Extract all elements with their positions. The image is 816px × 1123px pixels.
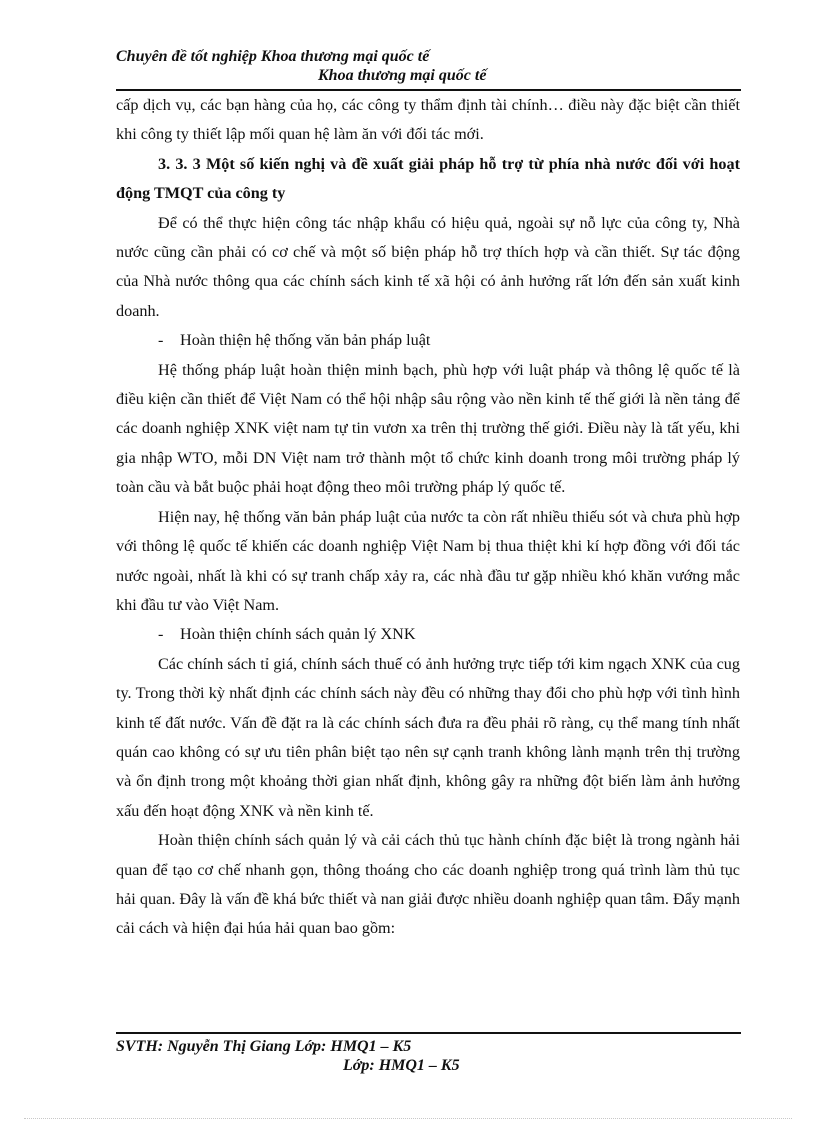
bullet-item [116,326,740,355]
footer-divider [116,1032,741,1034]
page-bottom-border [24,1118,792,1119]
bullet-dash: - [158,625,164,644]
paragraph: Để có thể thực hiện công tác nhập khẩu có hiệu quả, ngoài sự nỗ lực của công ty, Nhà nước cũng cần phải có cơ chế và một số biện pháp hỗ trợ thích hợp và cần thiết. Sự tác động của Nhà nước thông qua các chính sách kinh tế xã hội có ảnh hưởng rất lớn đến sản xuất kinh doanh. [116,213,740,320]
bullet-item [116,620,740,649]
footer-author: SVTH: Nguyễn Thị Giang Lớp: HMQ1 – K5 [116,1038,412,1055]
section-heading: 3. 3. 3 Một số kiến nghị và đề xuất giải pháp hỗ trợ từ phía nhà nước đối với hoạt động TMQT của công ty [116,154,740,203]
header-subtitle: Khoa thương mại quốc tế [318,67,487,84]
bullet-text: Hoàn thiện hệ thống văn bản pháp luật [180,331,431,350]
footer-class: Lớp: HMQ1 – K5 [343,1057,460,1074]
paragraph: Các chính sách tỉ giá, chính sách thuế có ảnh hưởng trực tiếp tới kim ngạch XNK của cug ty. Trong thời kỳ nhất định các chính sách này đều có những thay đổi cho phù hợp với tình hình kinh tế đất nước. Vấn đề đặt ra là các chính sách đưa ra đều phải rõ ràng, cụ thể mang tính nhất quán cao không có sự ưu tiên phân biệt tạo nên sự cạnh tranh không lành mạnh trên thị trường và ổn định trong một khoảng thời gian nhất định, không gây ra những đột biến làm ảnh hưởng xấu đến hoạt động XNK và nền kinh tế. [116,654,740,820]
bullet-dash: - [158,331,164,350]
paragraph-continuation: cấp dịch vụ, các bạn hàng của họ, các công ty thẩm định tài chính… điều này đặc biệt cần thiết khi công ty thiết lập mối quan hệ làm ăn với đối tác mới. [116,96,740,144]
bullet-text: Hoàn thiện chính sách quản lý XNK [180,625,416,644]
paragraph: Hệ thống pháp luật hoàn thiện minh bạch, phù hợp với luật pháp và thông lệ quốc tế là điều kiện cần thiết để Việt Nam có thể hội nhập sâu rộng vào nền kinh tế thế giới là nền tảng để các doanh nghiệp XNK việt nam tự tin vươn xa trên thị trường thế giới. Điều này là tất yếu, khi gia nhập WTO, mỗi DN Việt nam trở thành một tổ chức kinh doanh trong môi trường pháp lý toàn cầu và bắt buộc phải hoạt động theo môi trường pháp lý quốc tế. [116,360,740,497]
header-title: Chuyên đề tốt nghiệp Khoa thương mại quốc tế [116,48,430,65]
paragraph: Hiện nay, hệ thống văn bản pháp luật của nước ta còn rất nhiều thiếu sót và chưa phù hợp với thông lệ quốc tế khiến các doanh nghiệp Việt Nam bị thua thiệt khi kí hợp đồng với đối tác nước ngoài, nhất là khi có sự tranh chấp xảy ra, các nhà đầu tư gặp nhiều khó khăn vướng mắc khi đầu tư vào Việt Nam. [116,507,740,614]
document-body [116,91,740,944]
paragraph: Hoàn thiện chính sách quản lý và cải cách thủ tục hành chính đặc biệt là trong ngành hải quan để tạo cơ chế nhanh gọn, thông thoáng cho các doanh nghiệp trong quá trình làm thủ tục hải quan. Đây là vấn đề khá bức thiết và nan giải được nhiều doanh nghiệp quan tâm. Đẩy mạnh cải cách và hiện đại húa hải quan bao gồm: [116,831,740,938]
